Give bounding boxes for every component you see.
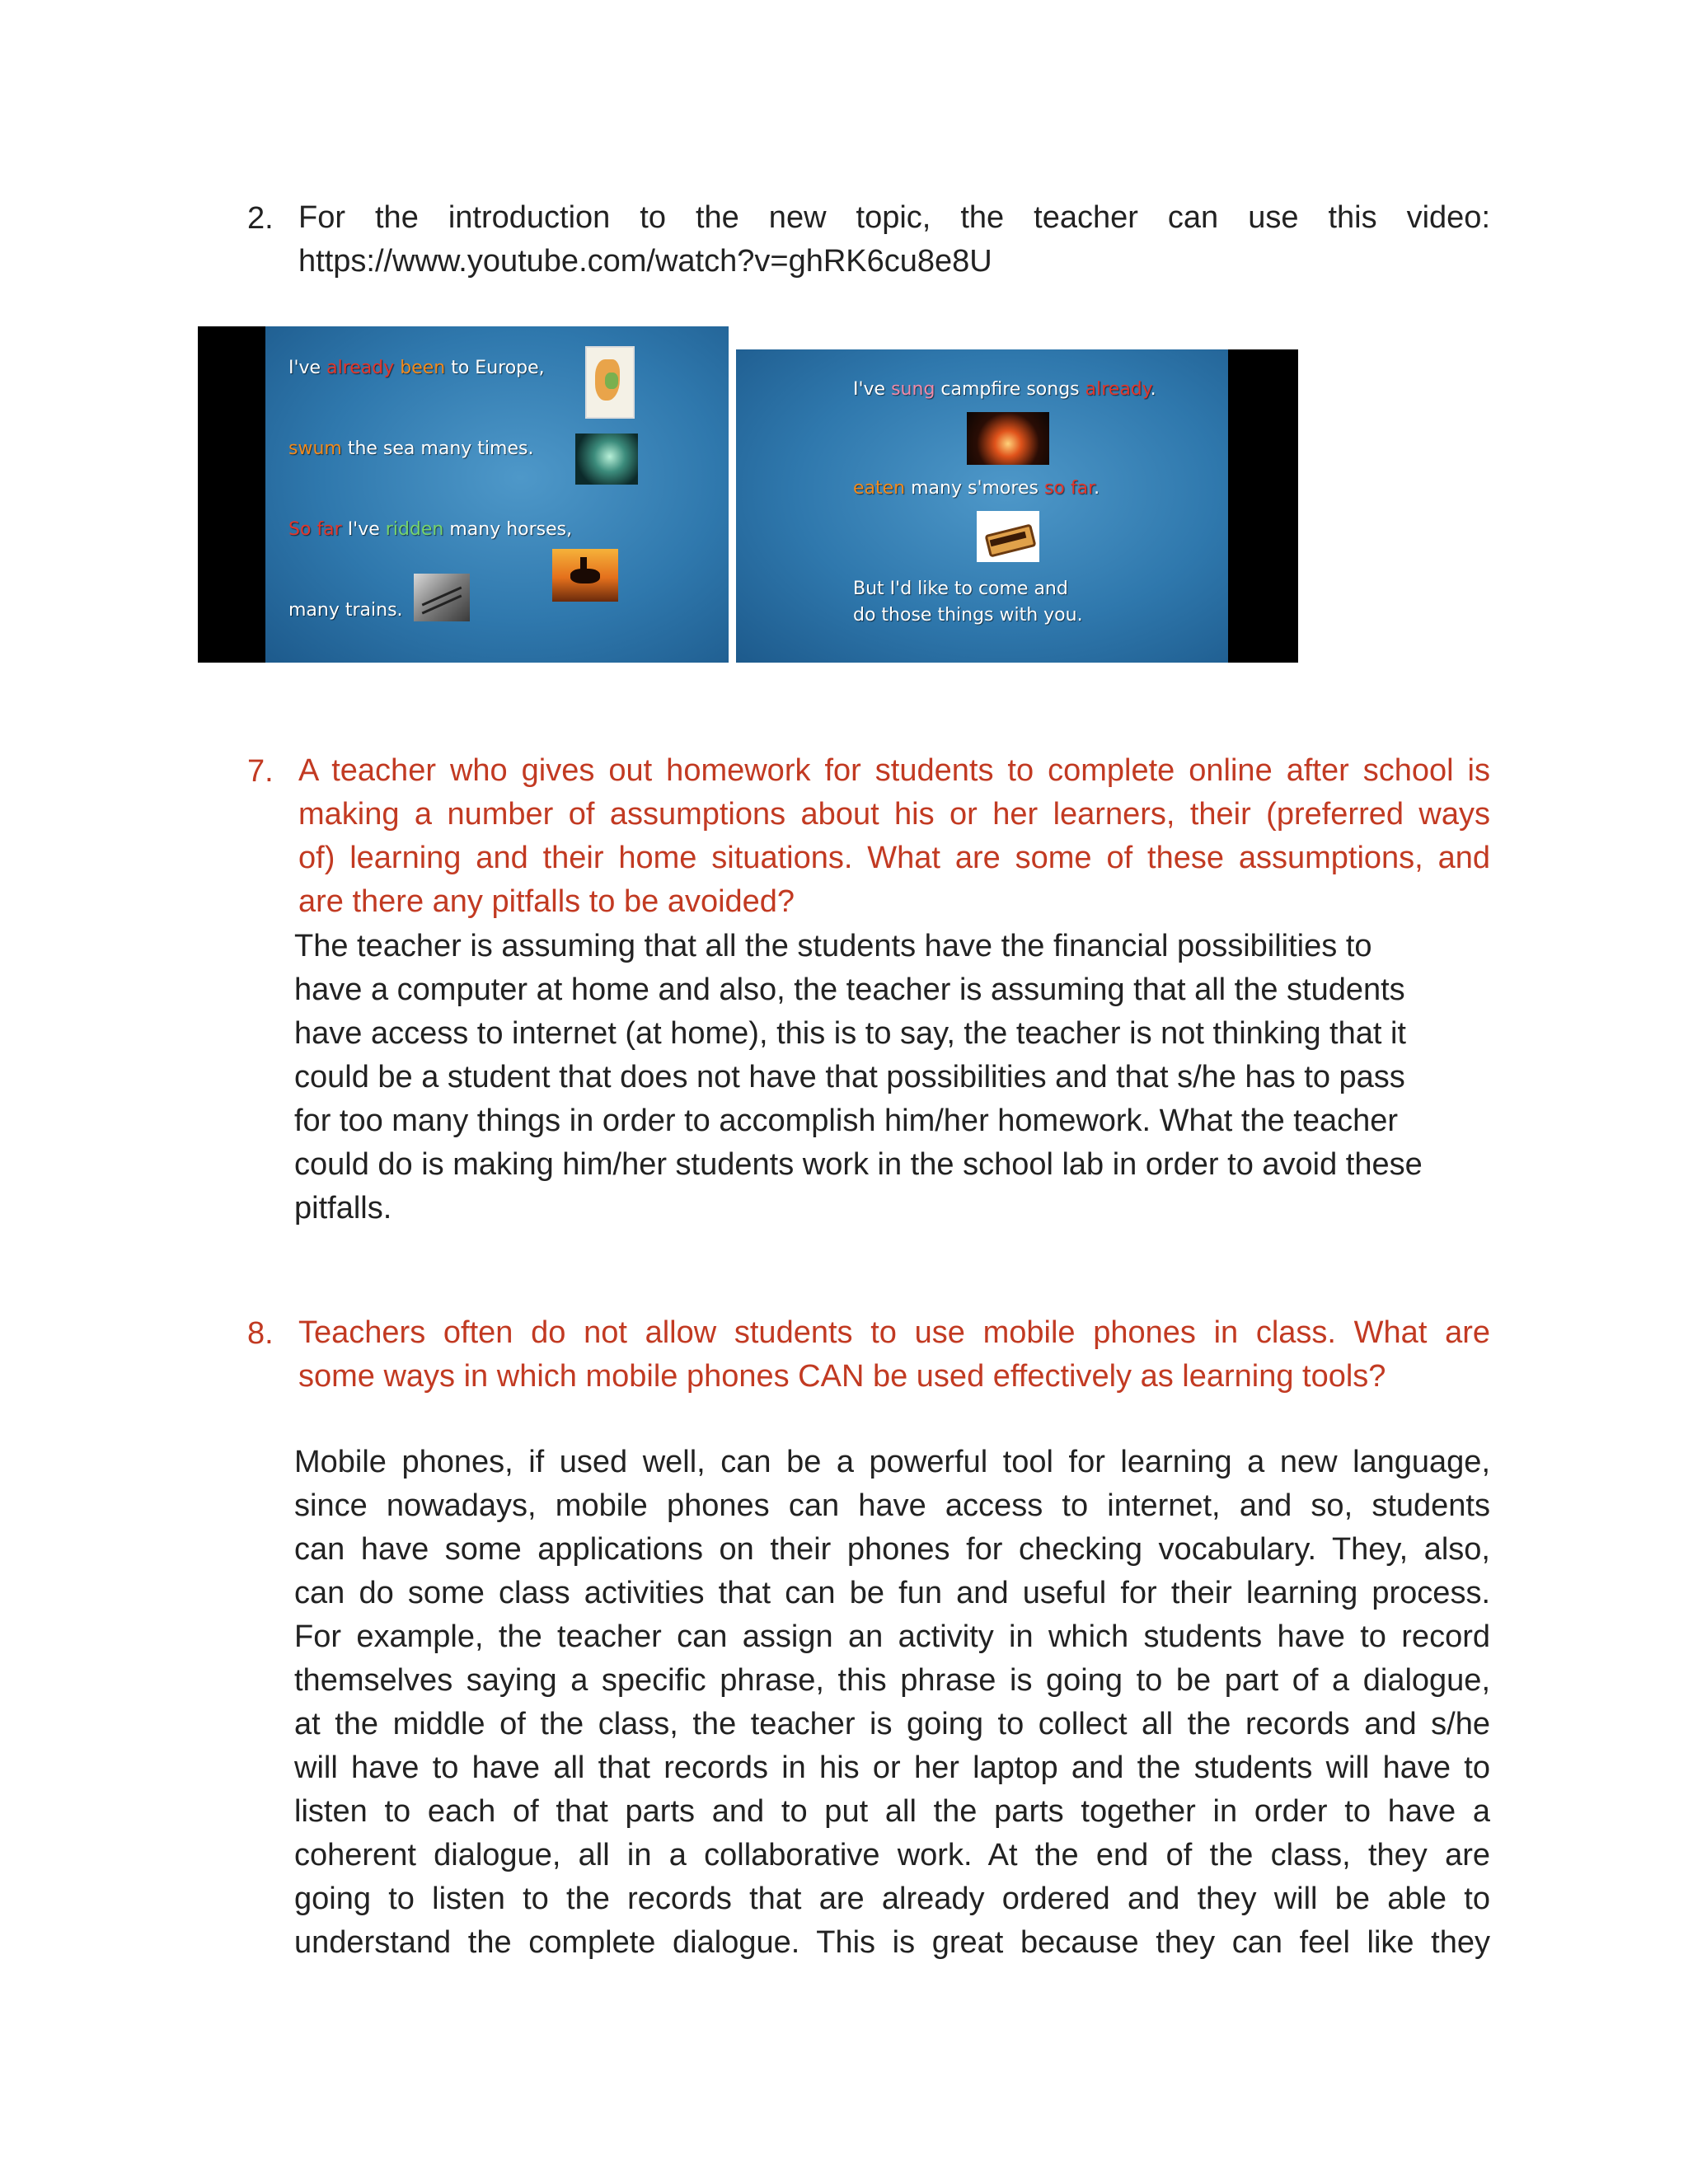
train-image	[414, 574, 470, 621]
item-7-answer	[294, 925, 1465, 1230]
item-8-answer-line: listen to each of that parts and to put all the parts together in order to have a	[294, 1794, 1490, 1829]
slide-right-line-4: do those things with you.	[853, 605, 1083, 626]
item-7-answer-line: for too many things in order to accomplish him/her homework. What the teacher	[294, 1104, 1399, 1138]
item-8-question-end	[298, 1355, 1490, 1399]
item-7-answer-line: could do is making him/her students work in the school lab in order to avoid these	[294, 1147, 1423, 1182]
item-8-answer-line: going to listen to the records that are already ordered and they will be able to	[294, 1882, 1490, 1916]
item-8-answer-line: will have to have all that records in his or her laptop and the students will have to	[294, 1750, 1490, 1785]
slide-left-line-2: swum the sea many times.	[288, 438, 534, 459]
slide-right-line-3: But I'd like to come and	[853, 579, 1068, 599]
item-7-answer-line: have a computer at home and also, the teacher is assuming that all the students	[294, 972, 1405, 1007]
item-2-url[interactable]	[298, 240, 1490, 284]
item-7-answer-line: The teacher is assuming that all the students have the financial possibilities to	[294, 929, 1372, 963]
item-8-number: 8.	[247, 1316, 274, 1351]
video-screenshot-left	[198, 326, 729, 663]
video-screenshot-right	[736, 349, 1298, 663]
item-8-answer-line: at the middle of the class, the teacher is going to collect all the records and s/he	[294, 1707, 1490, 1741]
item-7-question-line: of) learning and their home situations. What are some of these assumptions, and	[298, 841, 1490, 875]
item-8-question	[298, 1311, 1490, 1355]
item-7-answer-line: have access to internet (at home), this is to say, the teacher is not thinking that it	[294, 1016, 1406, 1051]
item-8-question-line: Teachers often do not allow students to use mobile phones in class. What are	[298, 1315, 1490, 1350]
item-8-answer-line: since nowadays, mobile phones can have access to internet, and so, students	[294, 1488, 1490, 1523]
slide-right-line-1: I've sung campfire songs already.	[853, 379, 1156, 400]
item-7-answer-line: pitfalls.	[294, 1191, 392, 1226]
item-8-answer-line: coherent dialogue, all in a collaborative work. At the end of the class, they are	[294, 1838, 1490, 1872]
europe-map-image	[585, 346, 635, 419]
item-7-question-line: are there any pitfalls to be avoided?	[298, 884, 795, 919]
horse-rider-image	[552, 549, 618, 602]
item-8-answer-line: can do some class activities that can be fun and useful for their learning process.	[294, 1576, 1490, 1610]
item-7-question-line: making a number of assumptions about his or her learners, their (preferred ways	[298, 797, 1490, 832]
item-2-line: For the introduction to the new topic, the teacher can use this video:	[298, 200, 1490, 235]
slide-left-line-1: I've already been to Europe,	[288, 358, 545, 378]
item-7-answer-line: could be a student that does not have that possibilities and that s/he has to pass	[294, 1060, 1405, 1094]
slide-left-line-3: So far I've ridden many horses,	[288, 519, 573, 540]
item-7-number: 7.	[247, 754, 274, 789]
sea-image	[575, 434, 638, 485]
smores-image	[977, 511, 1039, 562]
item-8-answer-line: Mobile phones, if used well, can be a powerful tool for learning a new language,	[294, 1445, 1490, 1479]
slide-right-line-2: eaten many s'mores so far.	[853, 478, 1100, 499]
item-8-answer-line: understand the complete dialogue. This is great because they can feel like they	[294, 1925, 1490, 1960]
item-8-answer-line: can have some applications on their phones for checking vocabulary. They, also,	[294, 1532, 1490, 1567]
item-7-question	[298, 749, 1490, 880]
slide-left-line-4: many trains.	[288, 600, 403, 621]
item-7-question-line: A teacher who gives out homework for students to complete online after school is	[298, 753, 1490, 788]
item-2-number: 2.	[247, 201, 274, 236]
video-link[interactable]: https://www.youtube.com/watch?v=ghRK6cu8e8U	[298, 244, 992, 279]
item-7-question-end	[298, 880, 1490, 924]
item-8-answer-line: For example, the teacher can assign an activity in which students have to record	[294, 1619, 1490, 1654]
item-8-question-line: some ways in which mobile phones CAN be used effectively as learning tools?	[298, 1359, 1386, 1394]
item-2-text	[298, 196, 1490, 240]
item-8-answer-line: themselves saying a specific phrase, this phrase is going to be part of a dialogue,	[294, 1663, 1490, 1698]
campfire-image	[967, 412, 1049, 465]
item-8-answer	[294, 1441, 1490, 1965]
